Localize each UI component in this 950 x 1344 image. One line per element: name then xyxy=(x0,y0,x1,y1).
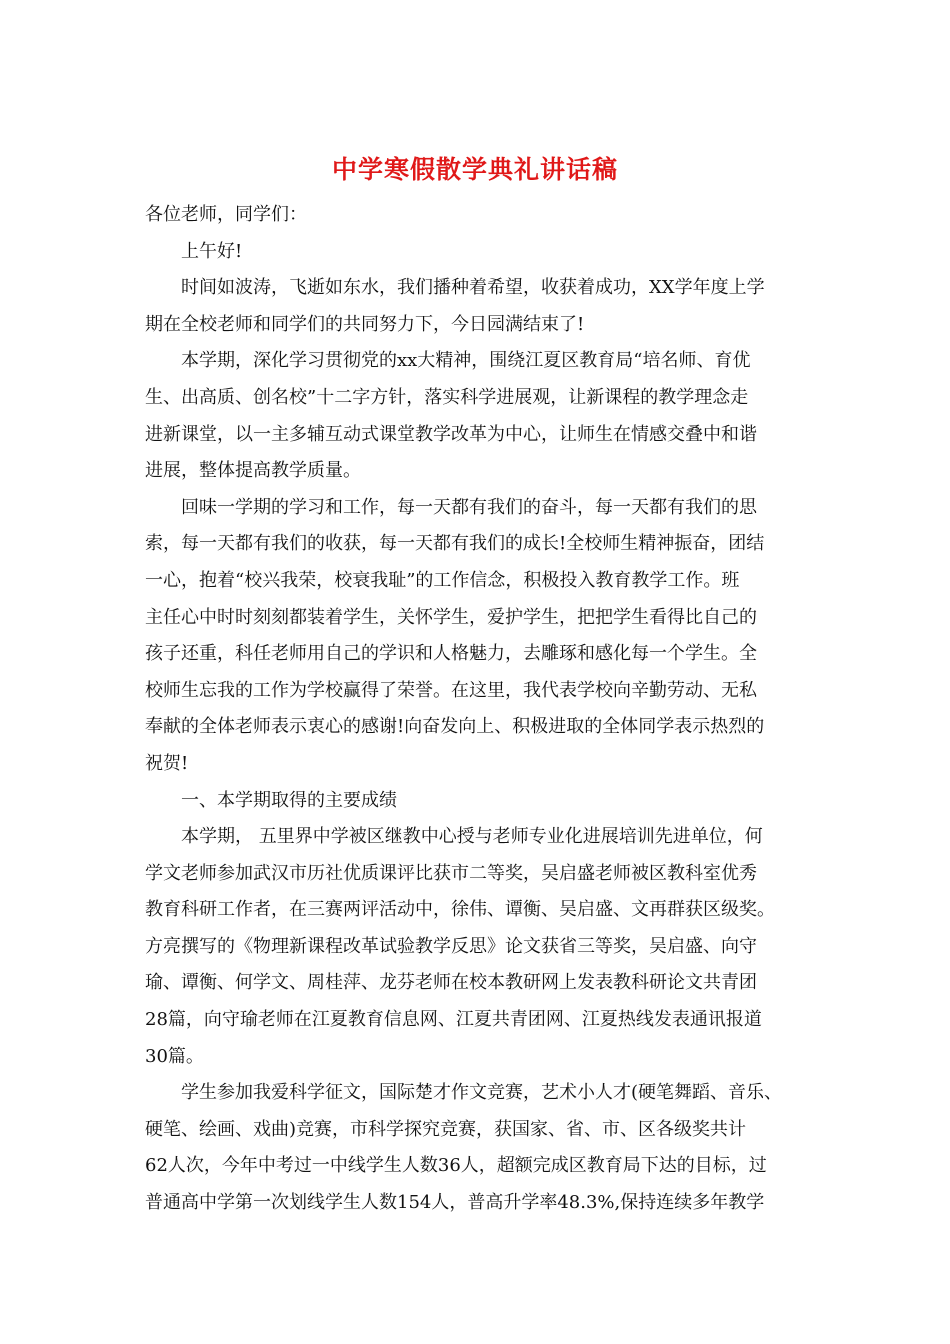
text-line: 祝贺! xyxy=(145,752,189,774)
text-line: 瑜、谭衡、何学文、周桂萍、龙芬老师在校本教研网上发表教科研论文共青团 xyxy=(145,972,757,994)
text-line: 学文老师参加武汉市历社优质课评比获市二等奖，吴启盛老师被区教科室优秀 xyxy=(145,862,757,884)
text-line: 硬笔、绘画、戏曲)竞赛，市科学探究竞赛，获国家、省、市、区各级奖共计 xyxy=(145,1118,747,1140)
text-line: 学生参加我爱科学征文，国际楚才作文竞赛，艺术小人才(硬笔舞蹈、音乐、 xyxy=(181,1082,783,1104)
text-line: 本学期， 五里界中学被区继教中心授与老师专业化进展培训先进单位，何 xyxy=(181,826,763,848)
text-line: 30篇。 xyxy=(145,1045,204,1067)
text-line: 普通高中学第一次划线学生人数154人，普高升学率48.3%,保持连续多年教学 xyxy=(145,1192,765,1214)
text-line: 索，每一天都有我们的收获，每一天都有我们的成长!全校师生精神振奋，团结 xyxy=(145,533,765,555)
text-line: 方亮撰写的《物理新课程改革试验教学反思》论文获省三等奖，吴启盛、向守 xyxy=(145,935,757,957)
text-line: 校师生忘我的工作为学校赢得了荣誉。在这里，我代表学校向辛勤劳动、无私 xyxy=(145,679,757,701)
text-line: 时间如波涛，飞逝如东水，我们播种着希望，收获着成功，XX学年度上学 xyxy=(181,277,765,299)
document-title: 中学寒假散学典礼讲话稿 xyxy=(331,155,618,184)
text-line: 上午好! xyxy=(181,240,243,262)
text-line: 62人次，今年中考过一中线学生人数36人，超额完成区教育局下达的目标，过 xyxy=(145,1155,767,1177)
text-line: 进展，整体提高教学质量。 xyxy=(145,460,361,482)
text-line: 期在全校老师和同学们的共同努力下，今日园满结束了! xyxy=(145,313,585,335)
text-line: 孩子还重，科任老师用自己的学识和人格魅力，去雕琢和感化每一个学生。全 xyxy=(145,643,757,665)
text-line: 教育科研工作者，在三赛两评活动中，徐伟、谭衡、吴启盛、文再群获区级奖。 xyxy=(145,899,775,921)
text-line: 本学期，深化学习贯彻党的xx大精神，围绕江夏区教育局“培名师、育优 xyxy=(181,350,751,372)
text-line: 28篇，向守瑜老师在江夏教育信息网、江夏共青团网、江夏热线发表通讯报道 xyxy=(145,1009,762,1031)
text-line: 进新课堂，以一主多辅互动式课堂教学改革为中心，让师生在情感交叠中和谐 xyxy=(145,423,757,445)
document-body xyxy=(145,197,815,1222)
text-line: 一心，抱着“校兴我荣，校衰我耻”的工作信念，积极投入教育教学工作。班 xyxy=(145,569,740,591)
text-line: 回味一学期的学习和工作，每一天都有我们的奋斗，每一天都有我们的思 xyxy=(181,496,757,518)
text-line: 奉献的全体老师表示衷心的感谢!向奋发向上、积极进取的全体同学表示热烈的 xyxy=(145,716,765,738)
text-line: 各位老师，同学们： xyxy=(145,204,307,225)
text-line: 主任心中时时刻刻都装着学生，关怀学生，爱护学生，把把学生看得比自己的 xyxy=(145,606,757,628)
text-line: 一、本学期取得的主要成绩 xyxy=(181,789,397,811)
text-line: 生、出高质、创名校”十二字方针，落实科学进展观，让新课程的教学理念走 xyxy=(145,386,749,408)
